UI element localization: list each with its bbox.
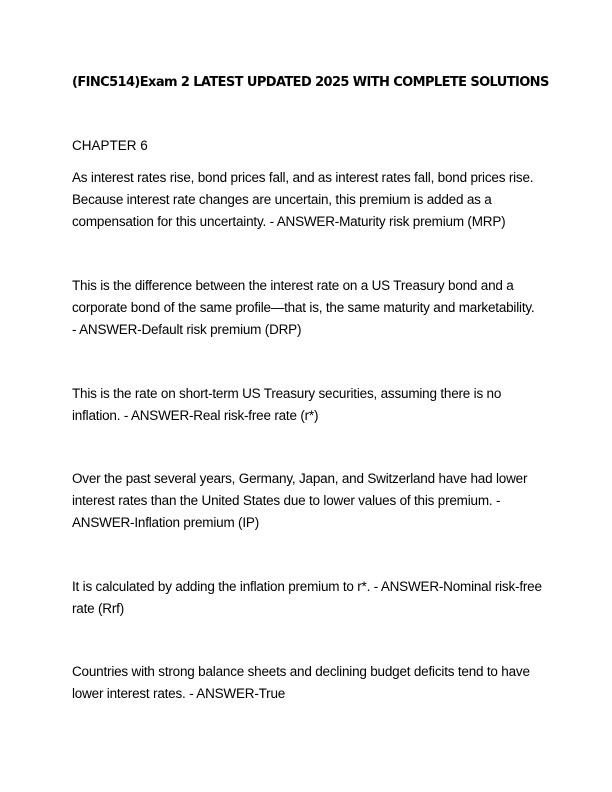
answer-text: - ANSWER-Real risk-free rate (r*) xyxy=(120,408,319,423)
answer-text: - ANSWER-True xyxy=(185,686,286,701)
qa-item xyxy=(72,383,542,427)
answer-text: - ANSWER-Inflation premium (IP) xyxy=(72,493,501,530)
answer-text: - ANSWER-Nominal risk-free rate (Rrf) xyxy=(72,579,542,616)
document-title: (FINC514)Exam 2 LATEST UPDATED 2025 WITH COMPLETE SOLUTIONS xyxy=(72,75,549,90)
question-text: As interest rates rise, bond prices fall, and as interest rates fall, bond prices rise. Because interest rate changes are uncertain, this premium is added as a compensation for this uncertainty. xyxy=(72,170,534,229)
answer-text: - ANSWER-Maturity risk premium (MRP) xyxy=(266,214,506,229)
qa-item xyxy=(72,167,542,233)
answer-text: - ANSWER-Default risk premium (DRP) xyxy=(72,322,302,337)
question-text: This is the rate on short-term US Treasury securities, assuming there is no inflation. xyxy=(72,386,502,423)
qa-item xyxy=(72,661,542,705)
question-text: This is the difference between the interest rate on a US Treasury bond and a corporate bond of the same profile—that is, the same maturity and marketability. xyxy=(72,278,535,315)
question-text: Over the past several years, Germany, Japan, and Switzerland have had lower interest rates than the United States due to lower values of this premium. xyxy=(72,471,528,508)
qa-item xyxy=(72,468,542,534)
chapter-heading: CHAPTER 6 xyxy=(72,138,148,153)
qa-item xyxy=(72,275,542,341)
question-text: It is calculated by adding the inflation premium to r*. xyxy=(72,579,371,594)
question-text: Countries with strong balance sheets and declining budget deficits tend to have lower interest rates. xyxy=(72,664,530,701)
qa-item xyxy=(72,576,542,620)
